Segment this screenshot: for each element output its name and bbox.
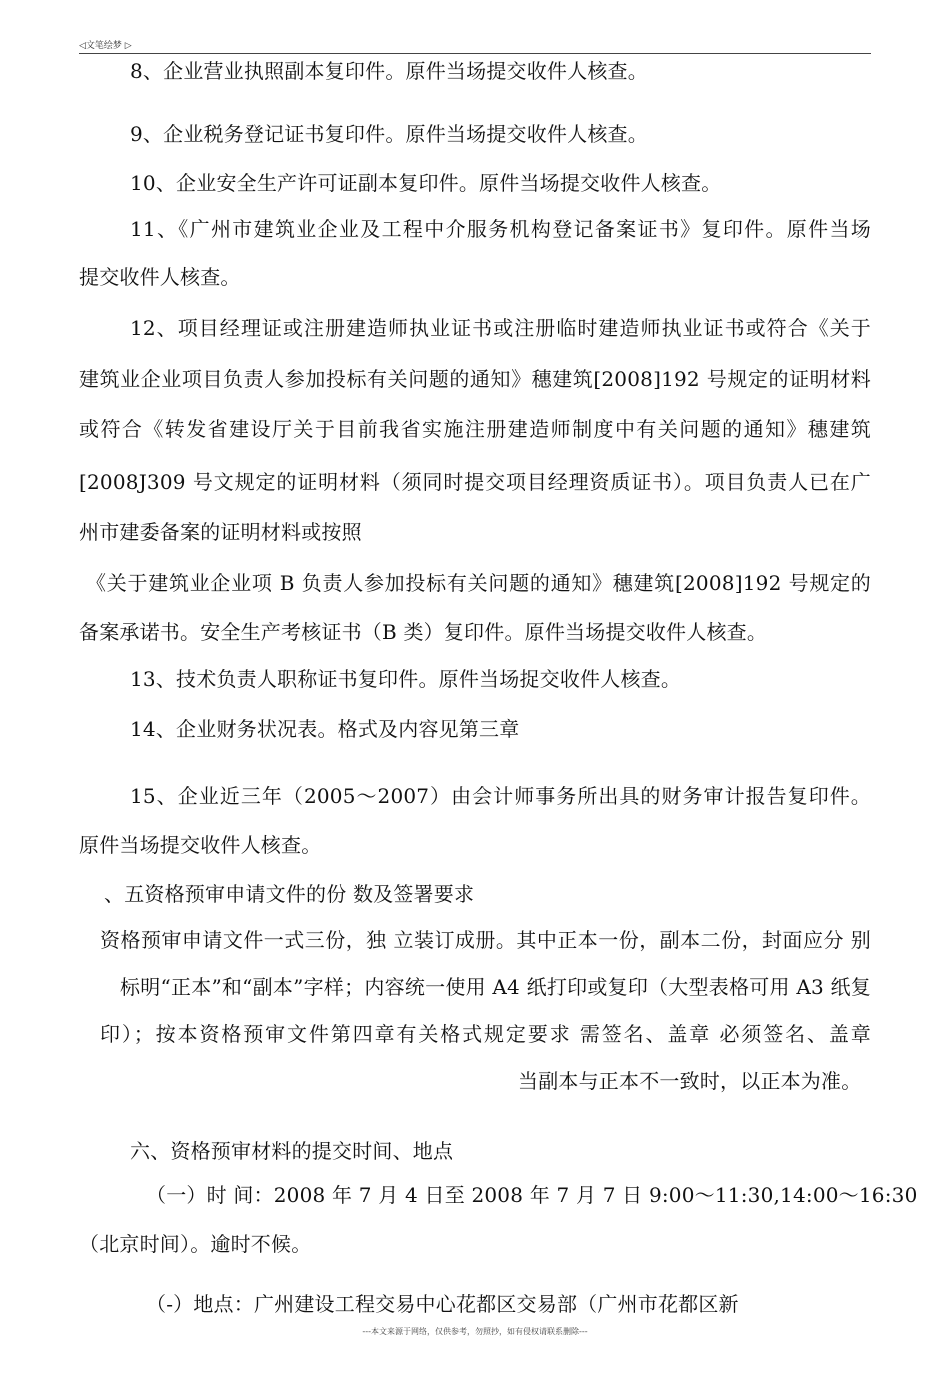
text-line-item-12-cont-3: [2008J309 号文规定的证明材料（须同时提交项目经理资质证书）。项目负责人已在广 (79, 470, 871, 494)
text-line-item-15-cont: 原件当场提交收件人核查。 (79, 833, 322, 857)
text-line-section-6-place: （-）地点：广州建设工程交易中心花都区交易部（广州市花都区新 (146, 1292, 739, 1316)
text-line-section-5-4: 当副本与正本不一致时，以正本为准。 (518, 1069, 862, 1093)
text-line-item-8: 8、企业营业执照副本复印件。原件当场提交收件人核查。 (130, 59, 648, 83)
section-heading-5: 、五资格预审申请文件的份 数及签署要求 (104, 882, 475, 906)
text-line-section-6-time: （一）时 间：2008 年 7 月 4 日至 2008 年 7 月 7 日 9:00〜11:30,14:00〜16:30 (146, 1183, 918, 1207)
section-heading-6: 六、资格预审材料的提交时间、地点 (130, 1139, 454, 1163)
text-line-item-12-cont-2: 或符合《转发省建设厅关于目前我省实施注册建造师制度中有关问题的通知》穗建筑 (79, 417, 871, 441)
text-line-item-9: 9、企业税务登记证书复印件。原件当场提交收件人核查。 (130, 122, 648, 146)
text-line-section-5-2: 标明“正本”和“副本”字样；内容统一使用 A4 纸打印或复印（大型表格可用 A3 纸复 (120, 975, 871, 999)
text-line-item-12-cont-4: 州市建委备案的证明材料或按照 (79, 520, 362, 544)
text-line-section-5-1: 资格预审申请文件一式三份，独 立装订成册。其中正本一份，副本二份，封面应分 别 (100, 928, 871, 952)
text-line-item-15: 15、企业近三年（2005〜2007）由会计师事务所出具的财务审计报告复印件。 (130, 784, 871, 808)
footer-note: ---本文来源于网络，仅供参考，勿照抄，如有侵权请联系删除--- (362, 1327, 588, 1336)
text-line-item-12-cont-1: 建筑业企业项目负责人参加投标有关问题的通知》穗建筑[2008]192 号规定的证明材料 (79, 367, 871, 391)
text-line-item-11-cont: 提交收件人核查。 (79, 265, 241, 289)
header-rule (79, 53, 871, 54)
header-mark: ◁文笔绘梦 ▷ (79, 41, 132, 51)
text-line-item-13: 13、技术负责人职称证书复印件。原件当场捉交收件人核查。 (130, 667, 682, 691)
text-line-item-11: 11、《广州市建筑业企业及工程中介服务机构登记备案证书》复印件。原件当场 (130, 217, 871, 241)
text-line-item-12-cont-5: 《关于建筑业企业项 B 负责人参加投标有关问题的通知》穗建筑[2008]192 号规定的 (86, 571, 871, 595)
text-line-item-12: 12、项目经理证或注册建造师执业证书或注册临时建造师执业证书或符合《关于 (130, 316, 871, 340)
text-line-section-5-3: 印）；按本资格预审文件第四章有关格式规定要求 需签名、盖章 必须签名、盖章 (100, 1022, 871, 1046)
text-line-section-6-time-cont: （北京时间）。逾时不候。 (79, 1232, 312, 1256)
text-line-item-14: 14、企业财务状况表。格式及内容见第三章 (130, 717, 520, 741)
text-line-item-10: 10、企业安全生产许可证副本复印件。原件当场提交收件人核查。 (130, 171, 722, 195)
text-line-item-12-cont-6: 备案承诺书。安全生产考核证书（B 类）复印件。原件当场提交收件人核查。 (79, 620, 768, 644)
